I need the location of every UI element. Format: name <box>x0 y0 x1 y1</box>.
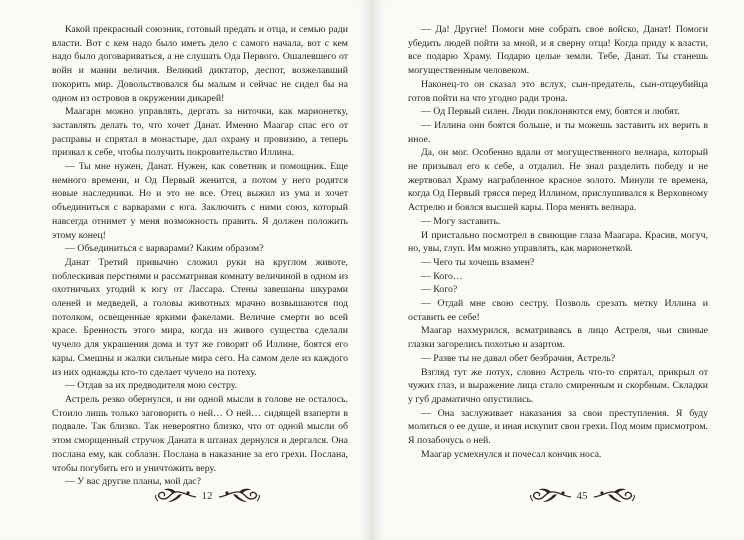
paragraph: Астрель резко обернулся, и ни одной мысли в голове не осталось. Стоило лишь только заговорить о ней… О ней… сидящей взаперти в подвале. Так близко. Так невероятно близко, что от одной мысли об этом сморщенный стручок Даната в штанах дернулся и дергался. Она послана ему, как соблазн. Послана в наказание за его грехи. Послана, чтобы погубить его и уничтожить веру. <box>52 393 348 474</box>
paragraph: — Могу заставить. <box>421 215 501 227</box>
left-page-text <box>52 23 348 489</box>
paragraph: — Отдай мне свою сестру. Позволь срезать метку Иллина и оставить ее себе! <box>408 298 708 323</box>
paragraph: Какой прекрасный союзник, готовый предать и отца, и семью ради власти. Вот с кем надо было иметь дело с самого начала, вот с кем надо было договариваться, а не слушать Ода Первого. Ошалевшего от войн и мании величия. Великий диктатор, деспот, возжелавший покорить мир. Довольствовался бы малым и сейчас не сидел бы на одном из островов в окружении дикарей! <box>52 24 348 104</box>
flourish-ornament-icon <box>527 485 573 507</box>
flourish-ornament-icon <box>217 485 263 507</box>
paragraph: — Кого… <box>421 270 463 282</box>
paragraph: — Отдав за их предводителя мою сестру. <box>65 380 238 392</box>
paragraph: — Иллина они боятся больше, и ты можешь заставить их верить в иное. <box>408 119 708 145</box>
paragraph: — Объединиться с варварами? Каким образом? <box>65 243 264 255</box>
paragraph: Маагарн можно управлять, дергать за ниточки, как марионетку, заставлять делать то, что хочет Данат. Именно Маагар спас его от расправы и спрятал в монастыре, дал охрану и провизию, а теперь призвал к себе, чтобы получить покровительство Иллина. <box>52 106 348 159</box>
right-page-footer <box>492 483 672 509</box>
paragraph: — Да! Другие! Помоги мне собрать свое войско, Данат! Помоги убедить людей пойти за мной, и я сверну отца! Когда приду к власти, все подарю Храму. Подарю целые земли. Тебе, Данат. Ты станешь могущественным человеком. <box>408 24 708 77</box>
left-page-footer <box>122 483 292 509</box>
page-number: 45 <box>576 490 588 502</box>
paragraph: — Од Первый силен. Люди поклоняются ему, боятся и любят. <box>421 106 680 118</box>
paragraph: Маагар усмехнулся и почесал кончик носа. <box>421 448 602 460</box>
paragraph: Данат Третий привычно сложил руки на круглом животе, поблескивая перстнями и рассматривая комнату величиной в одном из охотничьих угодий к югу от Лассара. Стены завешаны шкурами оленей и медведей, а головы животных мрачно возвышаются под потолком, освещенные яркими факелами. Величие смерти во всей красе. Бренность этого мира, когда из живого существа сделали чучело для украшения дома и тут же говорят об Иллине, боятся его кары. Смешны и жалки сильные мира сего. На самом деле из каждого из них однажды кто-то сделает чучело на потеху. <box>52 256 348 378</box>
page-number: 12 <box>201 490 213 502</box>
paragraph: Да, он мог. Особенно вдали от могущественного велнара, который не призывал его к себе, а отдалил. Не знал разделить победу и не жертвовал Храму награбленное красное золото. Минули те времена, когда Од Первый трясся перед Иллином, прислушивался к Верховному Астрелю и боялся высшей кары. Пора менять велнара. <box>408 147 708 214</box>
paragraph: И пристально посмотрел в свиющие глаза Маагара. Красив, могуч, но, увы, глуп. Им можно управлять, как марионеткой. <box>408 229 708 255</box>
paragraph: Наконец-то он сказал это вслух, сын-предатель, сын-отцеубийца готов пойти на что угодно ради трона. <box>408 78 708 104</box>
paragraph: — Она заслуживает наказания за свои преступления. Я буду молиться о ее душе, и иная искупит свои грехи. Под моим присмотром. Я позабочусь о ней. <box>408 407 708 447</box>
right-page <box>372 0 744 540</box>
paragraph: — Кого? <box>421 284 458 296</box>
paragraph: — Разве ты не давал обет безбрачия, Астрель? <box>421 352 616 364</box>
paragraph: Взгляд тут же потух, словно Астрель что-то спрятал, прикрыл от чужих глаз, и выражение лица стало смиренным и скорбным. Складки у губ драматично опустились. <box>408 366 708 405</box>
paragraph: — Чего ты хочешь взамен? <box>421 256 535 268</box>
right-page-text <box>408 23 708 462</box>
paragraph: — У вас другие планы, мой дас? <box>65 476 202 488</box>
paragraph: Маагар нахмурился, всматриваясь в лицо Астреля, чьи свиные глазки загорелись похотью и азартом. <box>408 325 708 351</box>
flourish-ornament-icon <box>592 485 638 507</box>
paragraph: — Ты мне нужен, Данат. Нужен, как советник и помощник. Еще немного времени, и Од Первый женится, а потом у него родятся новые наследники. Но и это не все. Отец выжил из ума и хочет объединиться с варварами с юга. Заключить с ними союз, который навсегда отнимет у меня возможность править. Я должен положить этому конец! <box>52 161 348 241</box>
flourish-ornament-icon <box>152 485 198 507</box>
